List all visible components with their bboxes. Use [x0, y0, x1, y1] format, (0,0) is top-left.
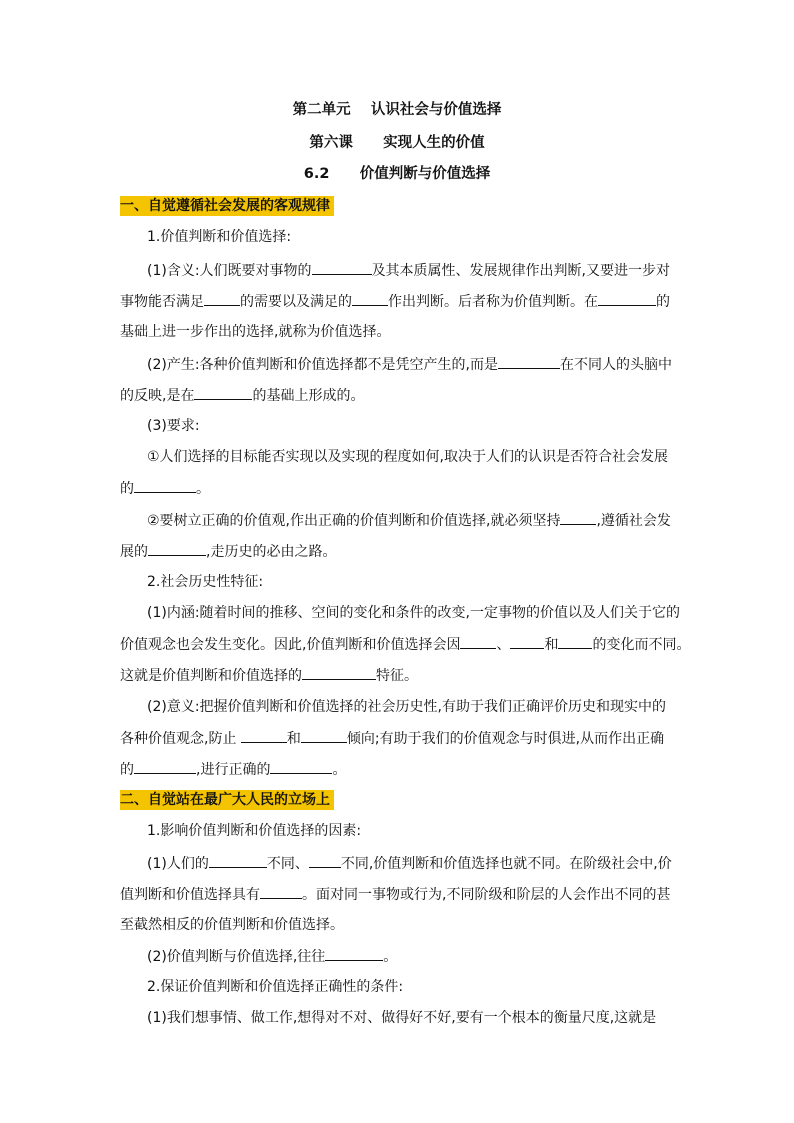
item-value-judgment — [147, 227, 291, 247]
text: (2)产生:各种价值判断和价值选择都不是凭空产生的,而是 — [147, 357, 498, 373]
connotation-line-1 — [147, 603, 680, 623]
fill-blank[interactable] — [325, 946, 383, 961]
text: 的 — [120, 481, 134, 497]
text: (1)内涵:随着时间的推移、空间的变化和条件的改变,一定事物的价值以及人们关于它的 — [147, 605, 680, 621]
lesson-title: 第六课 实现人生的价值 — [309, 135, 485, 151]
section-heading: 6.2 价值判断与价值选择 — [303, 166, 491, 182]
text: 特征。 — [376, 668, 418, 684]
text: 。 — [332, 762, 347, 778]
item-influencing-factors — [147, 821, 361, 841]
connotation-line-2 — [120, 634, 690, 654]
factor-1-line-2 — [120, 884, 670, 904]
requirement-2-line-2 — [120, 541, 336, 561]
fill-blank[interactable] — [309, 853, 341, 868]
fill-blank[interactable] — [241, 728, 287, 743]
text: 1.价值判断和价值选择: — [147, 229, 292, 245]
text: 1.影响价值判断和价值选择的因素: — [147, 823, 362, 839]
meaning-line-2 — [120, 291, 670, 311]
fill-blank[interactable] — [352, 291, 388, 306]
significance-line-3 — [120, 759, 346, 779]
section-one-title: 一、自觉遵循社会发展的客观规律 — [120, 196, 334, 216]
origin-line-1 — [147, 354, 672, 374]
text: ②要树立正确的价值观,作出正确的价值判断和价值选择,就必须坚持 — [147, 513, 561, 529]
text: 在不同人的头脑中 — [560, 357, 672, 373]
text: 的基础上形成的。 — [252, 388, 365, 404]
text: ①人们选择的目标能否实现以及实现的程度如何,取决于人们的认识是否符合社会发展 — [147, 449, 668, 465]
text: 的变化而不同。 — [592, 637, 691, 653]
text: 。 — [196, 481, 210, 497]
fill-blank[interactable] — [560, 510, 596, 525]
text: 至截然相反的价值判断和价值选择。 — [120, 917, 344, 933]
fill-blank[interactable] — [498, 354, 560, 369]
text: (1)我们想事情、做工作,想得对不对、做得好不好,要有一个根本的衡量尺度,这就是 — [147, 1010, 657, 1026]
text: 基础上进一步作出的选择,就称为价值选择。 — [120, 324, 391, 340]
text: (2)意义:把握价值判断和价值选择的社会历史性,有助于我们正确评价历史和现实中的 — [147, 699, 666, 715]
text: 。面对同一事物或行为,不同阶级和阶层的人会作出不同的甚 — [302, 887, 671, 903]
text: (2)价值判断与价值选择,往往 — [147, 949, 326, 965]
fill-blank[interactable] — [260, 884, 302, 899]
factor-1-line-1 — [147, 853, 672, 873]
text: 的 — [656, 294, 670, 310]
text: 价值观念也会发生变化。因此,价值判断和价值选择会因 — [120, 637, 461, 653]
fill-blank[interactable] — [204, 291, 240, 306]
fill-blank[interactable] — [134, 478, 196, 493]
requirement-1-line-2 — [120, 478, 210, 498]
text: 及其本质属性、发展规律作出判断,又要进一步对 — [371, 263, 671, 279]
fill-blank[interactable] — [598, 291, 656, 306]
text: 和 — [286, 731, 301, 747]
text: 事物能否满足 — [120, 294, 204, 310]
significance-line-2 — [120, 728, 664, 748]
text: 2.社会历史性特征: — [147, 574, 264, 590]
text: 倾向;有助于我们的价值观念与时俱进,从而作出正确 — [346, 731, 665, 747]
item-historical-feature — [147, 572, 263, 592]
text: 不同、 — [266, 856, 309, 872]
fill-blank[interactable] — [302, 665, 376, 680]
text: 和 — [544, 637, 559, 653]
factor-1-line-3 — [120, 915, 344, 935]
text: 各种价值观念,防止 — [120, 731, 241, 747]
fill-blank[interactable] — [301, 728, 347, 743]
requirement-1-line-1 — [147, 447, 668, 467]
fill-blank[interactable] — [148, 541, 206, 556]
text: 的需要以及满足的 — [240, 294, 352, 310]
fill-blank[interactable] — [134, 759, 196, 774]
text: ,走历史的必由之路。 — [206, 544, 337, 560]
item-correctness-conditions — [147, 977, 403, 997]
text: 2.保证价值判断和价值选择正确性的条件: — [147, 979, 404, 995]
text: (1)含义:人们既要对事物的 — [147, 263, 312, 279]
meaning-line-1 — [147, 260, 670, 280]
text: 的 — [120, 762, 134, 778]
text: 展的 — [120, 544, 148, 560]
text: ,遵循社会发 — [596, 513, 671, 529]
fill-blank[interactable] — [270, 759, 332, 774]
fill-blank[interactable] — [209, 853, 267, 868]
requirement-2-line-1 — [147, 510, 671, 530]
text: (1)人们的 — [147, 856, 209, 872]
meaning-line-3 — [120, 322, 390, 342]
text: 的反映,是在 — [120, 388, 195, 404]
section-two-title: 二、自觉站在最广大人民的立场上 — [120, 790, 334, 810]
fill-blank[interactable] — [312, 260, 372, 275]
fill-blank[interactable] — [194, 385, 252, 400]
text: ,进行正确的 — [196, 762, 271, 778]
text: 作出判断。后者称为价值判断。在 — [388, 294, 598, 310]
text: 不同,价值判断和价值选择也就不同。在阶级社会中,价 — [340, 856, 672, 872]
condition-1-line-1 — [147, 1008, 656, 1028]
requirements-label — [147, 416, 200, 436]
connotation-line-3 — [120, 665, 418, 685]
text: (3)要求: — [147, 418, 200, 434]
text: 。 — [383, 949, 398, 965]
text: 这就是价值判断和价值选择的 — [120, 668, 302, 684]
factor-2-line-1 — [147, 946, 397, 966]
origin-line-2 — [120, 385, 364, 405]
text: 值判断和价值选择具有 — [120, 887, 260, 903]
text: 、 — [496, 637, 511, 653]
fill-blank[interactable] — [460, 634, 496, 649]
fill-blank[interactable] — [510, 634, 544, 649]
fill-blank[interactable] — [558, 634, 592, 649]
significance-line-1 — [147, 697, 666, 717]
unit-title: 第二单元 认识社会与价值选择 — [292, 102, 502, 118]
